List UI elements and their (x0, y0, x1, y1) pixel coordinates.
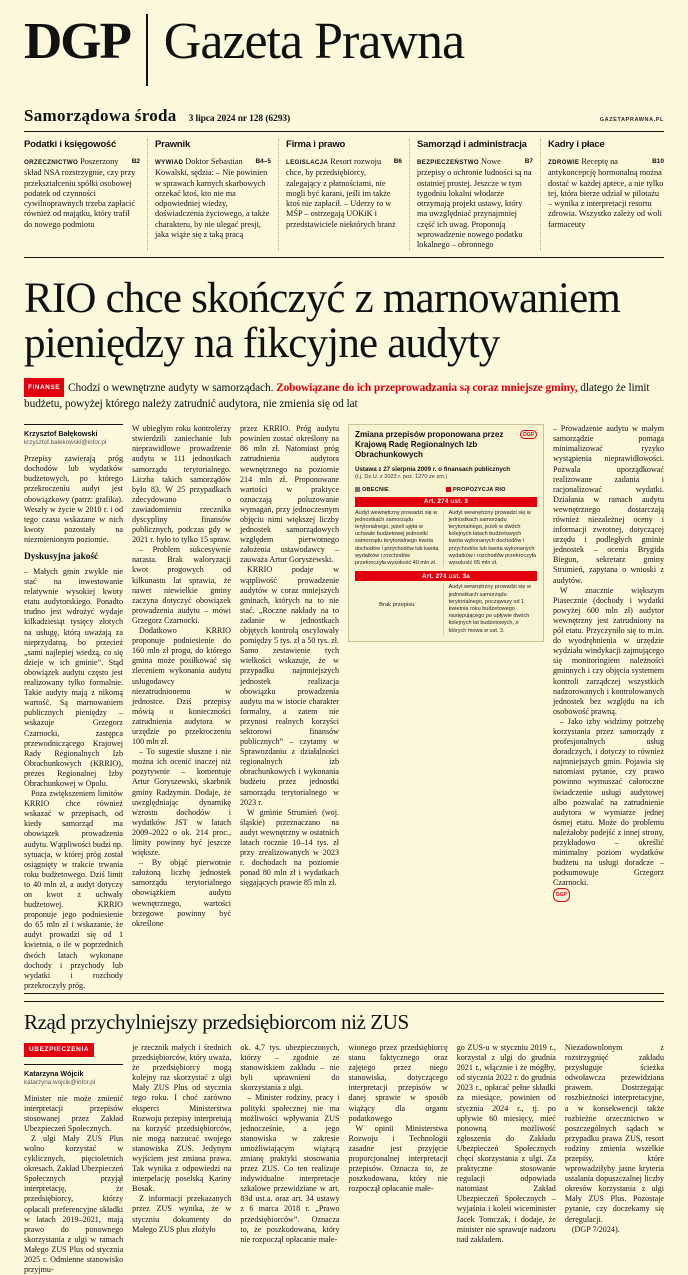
paragraph: – Prowadzenie audytu w małym samorządzie pomaga minimalizować ryzyko wystąpienia nieprawidłowości. Pozwala uporządkować realizowane zadania i racjonalizować wydatki. Działania w ramach audytu wewnętrznego dostarczają również niezależnej oceny i informacji zwrotnej, dotyczącej urzędu i podległych gminie jednostek – ocenia Brygida Biegun, sekretarz gminy Strumień, zapytana o wnioski z audytów. (553, 424, 664, 585)
article-column-3 (240, 424, 339, 991)
infobox-legend (355, 487, 537, 493)
paragraph: ok. 4,7 tys. ubezpieczonych, którzy – zgodnie ze stanowiskiem zakładu – nie byli uprawnieni do skorzystania z ulgi. (240, 1042, 340, 1093)
article-column-4 (553, 424, 664, 991)
article-bar: Art. 274 ust. 3 (355, 497, 537, 507)
paragraph: – Minister rodziny, pracy i polityki społecznej nie ma możliwości wpływania ZUS jednocześnie, a jego stanowiska w zakresie umożliwiającym wiążącą zmianę praktyki stosowania przez ZUS. Co ten realizuje indywidualne interpretacje szkalowe przewidziane w art. 83d ust.a. oraz art. 34 ustawy z 6 marca 2018 r. „Prawo przedsiębiorców”. Oznacza to, że poszkodowana, który nie rozpoczął opłacanie małe- (240, 1093, 340, 1244)
paragraph: – Problem sukcesywnie narasta. Brak waloryzacji kwot progowych od kilkunastu lat sprawia, że nawet niewielkie gminy zaczyna dotyczyć obowiązek prowadzenia audytu – mówi Grzegorz Czarnocki. (132, 545, 231, 625)
teaser-title: Prawnik (155, 139, 191, 150)
paragraph: – By objąć pierwotnie założoną liczbę jednostek samorządu terytorialnego obowiązkiem audytu wewnętrznego, wartości brzegowe powinny być określone (132, 858, 231, 928)
teaser-kicker: WYWIAD (155, 159, 184, 166)
teaser-title: Firma i prawo (286, 139, 346, 150)
masthead (24, 0, 664, 78)
legend-current (355, 487, 446, 493)
teaser-page-ref: B7 (524, 158, 533, 165)
paragraph: Dodatkowo KRRIO proponuje podniesienie do 160 mln zł progu, do którego gmina może posiłkować się zleceniem wykonania audytu usługodawcy niezatrudnionemu w jednostce. Dziś przepisy mówią o konieczności zatrudnienia audytora w urzędzie po przekroczeniu 100 mln zł. (132, 626, 231, 747)
second-headline[interactable]: Rząd przychylniejszy przedsiębiorcom niż ZUS (24, 1009, 409, 1034)
second-column-5 (457, 1043, 556, 1275)
logo-dgp: DGP (24, 13, 130, 70)
bottom-divider (24, 993, 664, 994)
byline-divider (24, 424, 123, 425)
teaser-kadry[interactable] (541, 139, 664, 251)
teaser-body (548, 157, 664, 230)
infobox-law-title: Ustawa z 27 sierpnia 2009 r. o finansach publicznych (355, 466, 511, 474)
paragraph: – Małych gmin zwykle nie stać na inwestowanie relatywnie wysokiej kwoty etatu audytorskiego. Ponadto trudno jest wdrożyć wydaje kilkadziesiąt tysięcy złotych na usługę, którą uważają za nieprzydatną, bo przecież „sami najlepiej wiedzą, co się dzieje w ich gminie”. Stąd obowiązek audytu często jest realizowany tylko formalnie. Takie audyty mają z nikomą wartość. Są marnowaniem publicznych pieniędzy – wskazuje Grzegorz Czarnocki, zastępca przewodniczącego Krajowej Rady Regionalnych Izb Obrachunkowych (KRRIO), prezes Regionalnej Izby Obrachunkowej w Opolu. (24, 567, 123, 788)
infobox-title-line2: Krajową Radę Regionalnych Izb Obrachunkowych (355, 440, 478, 460)
teaser-band (24, 139, 664, 258)
logo-gazeta-prawna: Gazeta Prawna (163, 13, 465, 70)
lead-highlight: Zobowiązane do ich przeprowadzania są coraz mniejsze gminy, (276, 381, 578, 394)
section-divider (24, 1001, 664, 1002)
lead-text-2: dlatego że limit budżetu, powyżej którego należy zatrudnić audytora, nie zmienia się od lat (24, 381, 650, 410)
logo-divider (146, 14, 148, 86)
second-column-3 (240, 1043, 339, 1275)
byline-author: Katarzyna Wójcik (24, 1068, 84, 1078)
article-column-2 (132, 424, 231, 991)
legend-proposal (446, 487, 537, 493)
teaser-samorzad[interactable] (410, 139, 541, 251)
byline-divider (24, 1064, 123, 1065)
teaser-title: Podatki i księgowość (24, 139, 117, 150)
issue-date: 3 lipca 2024 nr 128 (6293) (188, 114, 291, 124)
paragraph: Z ulgi Mały ZUS Plus wolno korzystać w cyklicznych, pięcioletnich okresach. Zakład Ubezpieczeń Społecznych przyjął interpretację, że przedsiębiorcy, którzy opłacali preferencyjne składki w latach 2019–2021, mają prawo do ponownego skorzystania z ulgi w ramach Małego ZUS Plus od stycznia 2025 r. Odmienne stanowisko przyjmu- (24, 1133, 124, 1275)
teaser-text: Poszerzony skład NSA rozstrzygnie, czy przy przekształceniu spółki osobowej podatek od czynności cywilnoprawnych trzeba zapłacić również od majątku, który trafił do nowego podmiotu (24, 157, 136, 229)
article-row-1 (355, 510, 537, 568)
main-headline[interactable]: RIO chce skończyć z marnowaniem pieniędzy na fikcyjne audyty (24, 274, 621, 367)
website-url: GAZETAPRAWNA.PL (599, 117, 664, 123)
second-column-4 (349, 1043, 448, 1275)
paragraph: go ZUS-u w styczniu 2019 r., korzystał z ulgi do grudnia 2021 r., włącznie i że mógłby, od stycznia 2022 r. do grudnia 2023 r., opłacać pełne składki za miesiące, powinien od stycznia 2024 r., tj. po upływie 60 miesięcy, mieć ponowną możliwość zgłoszenia do Zakładu Ubezpieczeń Społecznych chęci skorzystania z ulgi. Za praktyczne stosowanie regulacji odpowiada natomiast Zakład Ubezpieczeń Społecznych – wyjaśnia i koleii wiceminister Jacek Tomczak, i dodaje, że minister nie sprawuje nadzoru nad zakładem. (456, 1042, 556, 1244)
teaser-text: Receptę na antykoncepcję hormonalną można dostać w każdej aptece, a nie tylko tej, która bierze udział w pilotażu – wynika z interpretacji resortu zdrowia. Wszystko zależy od woli farmaceuty (548, 157, 664, 229)
paragraph: Z informacji przekazanych przez ZUS wynika, że w styczniu dokumenty do Małego ZUS plus złożyło (132, 1194, 232, 1234)
article-subhead: Dyskusyjna jakość (24, 552, 99, 563)
teaser-body (155, 157, 271, 240)
byline-author: Krzysztof Bałękowski (24, 429, 98, 439)
teaser-page-ref: B4–5 (255, 158, 271, 165)
teaser-page-ref: B6 (393, 158, 402, 165)
paragraph: Przepisy zawierają próg dochodów lub wydatków budżetowych, po którego przekroczeniu audyt jest obowiązkowy (patrz: grafika). Weszły w życie w 2010 r. i od tego czasu wskazane w nich kwoty pozostały na niezmienionym poziomie. (24, 454, 123, 544)
ubezpieczenia-badge: UBEZPIECZENIA (24, 1043, 94, 1057)
teaser-body (417, 157, 533, 251)
teaser-page-ref: B10 (652, 158, 664, 165)
main-lead (24, 378, 664, 413)
second-column-6 (565, 1043, 664, 1275)
second-article-body (24, 1043, 664, 1275)
second-column-1 (24, 1043, 123, 1275)
paragraph: – Jako izby widzimy potrzebę korzystania przez samorządy z profesjonalnych usług doradczych, i dotyczy to również najmniejszych gmin. Pojawia się natomiast pytanie, czy prawo powinno wymuszać całoroczne świadczenie usługi audytowej albo pozwalać na zatrudnienie audytora w wymiarze jednej ósmej etatu. Może do problemu należałoby podejść z innej strony, przykładowo – określić minimalny poziom wydatków budżetu na usługi doradcze – podsumowuje Grzegorz Czarnocki. (553, 716, 664, 888)
paragraph: (DGP 7/2024). (571, 1224, 620, 1234)
teaser-text: Doktor Sebastian Kowalski, sędzia: – Nie powinien w sprawach karnych skarbowych orzekać ktoś, kto nie ma odpowiedniej wiedzy, doświadczenia życiowego, a także charakteru, by nie ulegać presji, jaka wiąże się z taką pracą (155, 157, 270, 240)
teaser-podatki[interactable] (24, 139, 148, 251)
paragraph: Minister nie może zmienić interpretacji przepisów stosowanej przez Zakład Ubezpieczeń Społecznych. (24, 1093, 124, 1133)
paragraph: KRRIO podaje w wątpliwość prowadzenie audytów w coraz mniejszych gminach, których na to nie stać. „Roczne nakłady na to zadanie w jednostkach objętych kontrolą oscylowały pomiędzy 5 tys. zł a 50 tys. zł. Samo zestawienie tych wielkości wskazuje, że w przypadku najmniejszych jednostek realizacja obowiązku prowadzenia audytu ma w istocie charakter formalny, a zatem nie przynosi realnych korzyści sektorowi finansów publicznych” – czytamy w Sprawozdaniu z działalności regionalnych izb obrachunkowych i wykonania budżetu przez jednostki samorządu terytorialnego w 2023 r. (240, 565, 339, 807)
paragraph: Niezadowolonym z rozstrzygnięć zakładu przysługuje ścieżka odwoławcza przewidziana prawem. Dostrzegając roszbieżności interpretacyjne, a w konsekwencji także rozbieżne orzecznictwo w poszczególnych sądach w przypadku prawa ZUS, resort rodziny zmienia wszelkie przepisy, które wprowadziłyby jasne kryteria ustalania dopuszczalnej liczby okresów korzystania z ulgi Mały ZUS Plus. Pozostaje pytanie, czy doczekamy się deregulacji. (564, 1042, 665, 1224)
paragraph: W gminie Strumień (woj. śląskie) przeznaczano na audyt wewnętrzny w ostatnich latach rocznie 10–14 tys. zł przy zrealizowanych w 2023 r. dochodach na poziomie ponad 80 mln zł i wydatkach sięgających prawie 85 mln zł. (240, 807, 339, 888)
flag-red-icon (446, 487, 451, 492)
right-block (348, 424, 664, 991)
teaser-body (24, 157, 140, 230)
flag-gray-icon (355, 487, 360, 492)
teaser-kicker: LEGISLACJA (286, 159, 329, 166)
dateline (24, 106, 664, 132)
paragraph: Poza zwiększeniem limitów KRRIO chce również wskazać w przepisach, od kiedy samorząd ma obowiązek prowadzenia audytu. Wątpliwości budzi np. sytuacja, w której próg został osiągnięty w trakcie trwania roku budżetowego. Dziś limit to 40 mln zł, a audyt dotyczy on kwot z uchwały budżetowej. KRRIO proponuje jego podniesienie do 65 mln zł i wskazanie, że audyt prowadzi się od 1 kwietnia, o ile w poprzednich dwóch latach wykonane dochody i przychody lub wydatki i rozchody przekroczyły próg. (24, 789, 123, 990)
teaser-firma[interactable] (279, 139, 410, 251)
teaser-text: Resort rozwoju chce, by przedsiębiorcy, zalegający z płatnościami, nie mogli być karani, jeśli im także ktoś nie zapłacił. – Uderzy to w MŚP – ostrzegają UOKiK i przedstawiciele niektórych branż (286, 157, 396, 229)
article-bar: Art. 274 ust. 3a (355, 571, 537, 581)
article-proposal-text: Audyt wewnętrzny prowadzi się w jednostkach samorządu terytorialnego, jeżeli w dwóch kolejnych latach budżetowych kwota wykonanych dochodów i przychodów lub kwota wykonanych wydatków i rozchodów przekroczyła wysokość 65 mln zł. (448, 509, 537, 567)
legend-proposal-label: PROPOZYCJA RIO (453, 486, 506, 493)
paragraph: je rzecznik małych i średnich przedsiębiorców, który uważa, że przedsiębiorcy mogą kolejny raz skorzystać z ulgi Mały ZUS Plus od stycznia tego roku. I choć zarówno eksperci Ministerstwa Rozwoju przepisy interpretują na korzyść przedsiębiorców, nie mogą narzucać swojego stanowiska ZUS. Jedynym wyjściem jest zmiana prawa. Tak wynika z odpowiedzi na interpelację poselską Kariny Bosak. (132, 1042, 232, 1194)
teaser-kicker: BEZPIECZEŃSTWO (417, 159, 479, 166)
teaser-kicker: ORZECZNICTWO (24, 159, 79, 166)
article-current-text: Audyt wewnętrzny prowadzi się w jednostkach samorządu terytorialnego, jeżeli ujęta w uchwale budżetowej jednostki samorządu terytorialnego kwota dochodów i przychodów lub kwota wydatków i rozchodów przekroczyła wysokość 40 mln zł. (355, 510, 444, 568)
teaser-text: Nowe przepisy o ochronie ludności są na ostatniej prostej. Jeszcze w tym tygodniu lokalni włodarze otrzymają projekt ustawy, który ma uwzględniać przynajmniej część ich uwag. Proponują wprowadzenie nowego podatku lokalnego – obronnego (417, 157, 532, 250)
teaser-body (286, 157, 402, 230)
byline-email[interactable]: katarzyna.wojcik@infor.pl (24, 1078, 96, 1086)
lead-text-1: Chodzi o wewnętrzne audyty w samorządach. (68, 381, 277, 394)
article-current-text: Brak przepisu (355, 584, 444, 634)
finanse-badge: FINANSE (24, 378, 64, 397)
paragraph: W opinii Ministerstwa Rozwoju i Technologii zasadne jest przyjęcie proporcjonalnej interpretacji przepisów. Oznacza to, że poszkodowana, który nie rozpoczął opłacanie małe- (348, 1123, 448, 1194)
teaser-title: Samorząd i administracja (417, 139, 527, 150)
legend-current-label: OBECNIE (362, 486, 389, 493)
teaser-title: Kadry i płace (548, 139, 605, 150)
paragraph: W znacznie większym Piasecznie (dochody i wydatki powyżej 600 mln zł) audytor wewnętrzny jest zatrudniony na pół etatu. Przyczyniło się to m.in. do wyodrębnienia w urzędzie wydziału windykacji zajmującego się monitoringiem należności gminnych i czy objęcia systemem kontroli zarządczej wszystkich nadzorowanych i kontrolowanych jednostek bez względu na ich osobowość prawną. (553, 585, 664, 716)
main-article-body (24, 424, 664, 991)
infobox-law-citation: (t.j. Dz.U. z 2023 r. poz. 1270 ze zm.) (355, 474, 448, 481)
infobox-rio-proposal (348, 424, 544, 642)
second-column-2 (132, 1043, 231, 1275)
dgp-mark-icon: DGP (520, 430, 537, 439)
paragraph: W ubiegłym roku kontrolerzy stwierdzili zaniechanie lub nieprawidłowe prowadzenie audytu w 111 jednostkach samorządu terytorialnego. Liczba takich samorządów było 83. W 25 przypadkach zdecydowano o zawiadomieniu rzecznika dyscypliny finansów publicznych, podczas gdy w 2021 r. było to tylko 15 spraw. (132, 424, 231, 545)
infobox-wrapper (348, 424, 544, 991)
teaser-page-ref: B2 (131, 158, 140, 165)
paragraph: przez KRRIO. Próg audytu powinien zostać określony na 86 mln zł. Natomiast próg zatrudnienia audytora wewnętrznego na poziomie 214 mln zł. Proponowane wartości w praktyce oznaczają poluzowanie wymagań, przy jednoczesnym objęciu nimi większej liczby jednostek samorządowych względem pierwotnego założenia ustawodawcy – zauważa Artur Goryszewski. (240, 424, 339, 565)
dgp-end-mark-icon: DGP (553, 888, 570, 901)
byline-email[interactable]: krzysztof.balekowski@infor.pl (24, 439, 107, 447)
article-row-2 (355, 584, 537, 634)
article-proposal-text: Audyt wewnętrzny prowadzi się w jednostkach samorządu terytorialnego, począwszy od 1 kwietnia roku budżetowego następującego po upływie dwóch kolejnych lat budżetowych, o których mowa w ust. 3. (448, 584, 531, 634)
teaser-kicker: ZDROWIE (548, 159, 580, 166)
infobox-title-line1: Zmiana przepisów proponowana przez (355, 430, 504, 440)
paragraph: – To sugestie słuszne i nie można ich ocenić inaczej niż pozytywnie – komentuje Artur Goryszewski, skarbnik gminy Radzymin. Dodaje, że uwzględniając dynamikę wzrostu dochodów i wydatków JST w latach 2009–2022 o ok. 214 proc., limity powinny być jeszcze większe. (132, 747, 231, 858)
teaser-prawnik[interactable] (148, 139, 279, 251)
section-title: Samorządowa środa (24, 106, 177, 125)
paragraph: wionego przez przedsiębiorcę stanu faktycznego oraz zajętego przez niego stanowiska, dotyczącego interpretacji przepisów w danej sprawie w sposób wiążący dla organu podatkowego (348, 1042, 448, 1123)
article-column-1 (24, 424, 123, 991)
